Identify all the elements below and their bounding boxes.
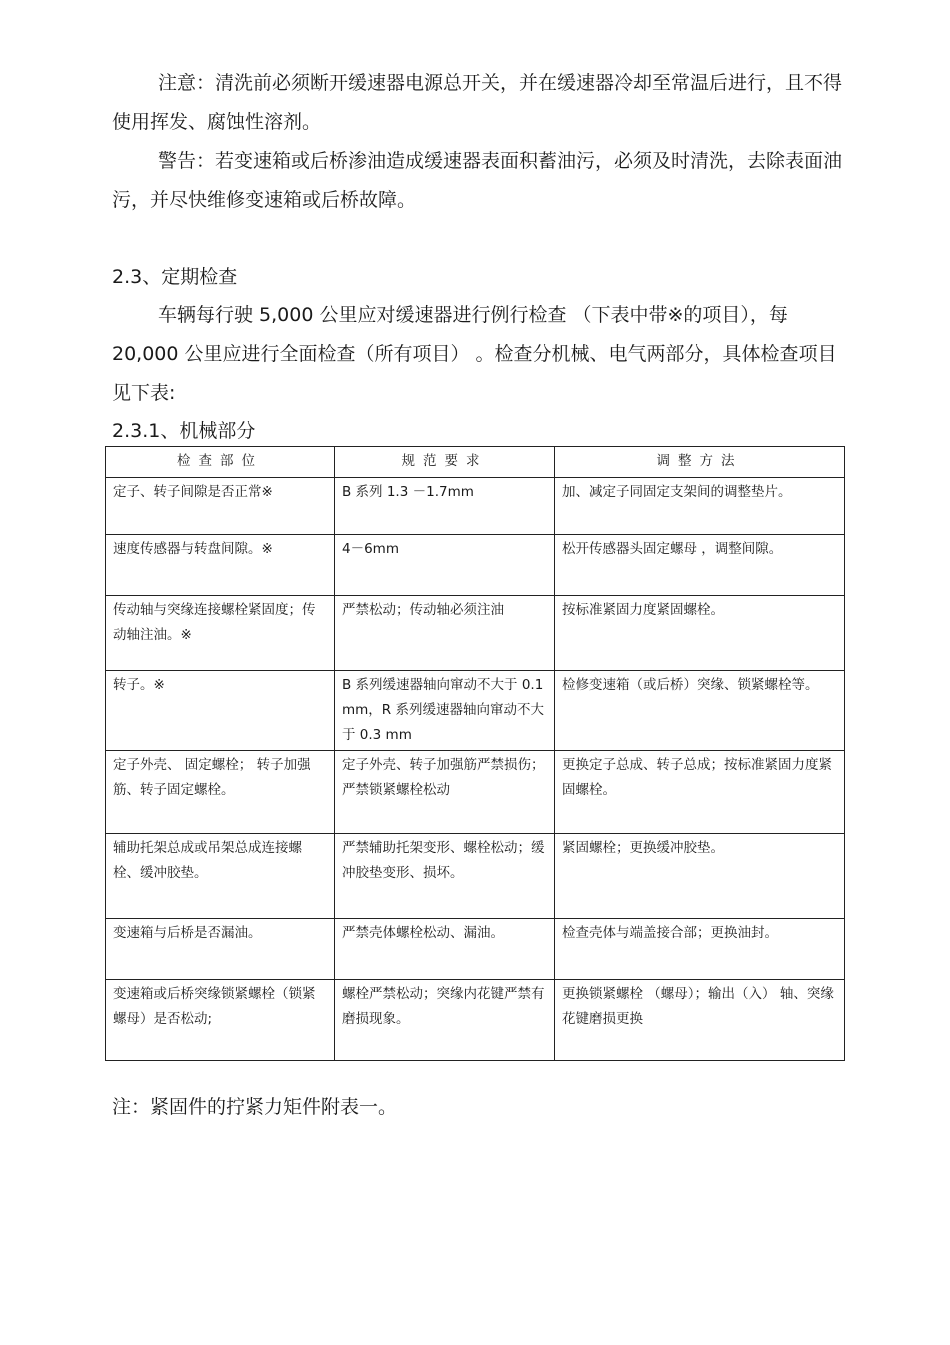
header-adjustment-method: 调整方法 [555, 447, 845, 478]
cell-method: 更换定子总成、转子总成；按标准紧固力度紧固螺栓。 [555, 751, 845, 834]
section-heading: 2.3、定期检查 [112, 266, 238, 288]
cell-part: 定子外壳、 固定螺栓； 转子加强筋、转子固定螺栓。 [106, 751, 335, 834]
table-row [106, 834, 845, 919]
table-row [106, 919, 845, 980]
cell-spec: B 系列缓速器轴向窜动不大于 0.1 mm，R 系列缓速器轴向窜动不大于 0.3 mm [335, 671, 555, 751]
table-row [106, 980, 845, 1061]
footnote: 注：紧固件的拧紧力矩件附表一。 [112, 1096, 398, 1118]
cell-spec: 严禁松动；传动轴必须注油 [335, 596, 555, 671]
cell-method: 更换锁紧螺栓 （螺母）；输出（入） 轴、突缘花键磨损更换 [555, 980, 845, 1061]
cell-method: 加、减定子同固定支架间的调整垫片。 [555, 478, 845, 535]
warning-paragraph [112, 142, 842, 220]
periodic-text: 车辆每行驶 5,000 公里应对缓速器进行例行检查 （下表中带※的项目），每 20,000 公里应进行全面检查（所有项目） 。检查分机械、电气两部分，具体检查项目见下表: [112, 304, 837, 404]
cell-part: 变速箱与后桥是否漏油。 [106, 919, 335, 980]
cell-method: 检查壳体与端盖接合部；更换油封。 [555, 919, 845, 980]
cell-part: 定子、转子间隙是否正常※ [106, 478, 335, 535]
cell-method: 松开传感器头固定螺母 ，调整间隙。 [555, 535, 845, 596]
note-text: 注意：清洗前必须断开缓速器电源总开关，并在缓速器冷却至常温后进行，且不得使用挥发、腐蚀性溶剂。 [112, 72, 843, 133]
cell-part: 速度传感器与转盘间隙。※ [106, 535, 335, 596]
table-row [106, 671, 845, 751]
cell-part: 辅助托架总成或吊架总成连接螺栓、缓冲胶垫。 [106, 834, 335, 919]
table-row [106, 596, 845, 671]
table-row [106, 535, 845, 596]
header-inspection-part: 检查部位 [106, 447, 335, 478]
mechanical-inspection-table [105, 446, 845, 1061]
table-header-row [106, 447, 845, 478]
cell-method: 检修变速箱（或后桥）突缘、锁紧螺栓等。 [555, 671, 845, 751]
cell-spec: 螺栓严禁松动；突缘内花键严禁有磨损现象。 [335, 980, 555, 1061]
cell-part: 传动轴与突缘连接螺栓紧固度；传动轴注油。※ [106, 596, 335, 671]
table-row [106, 751, 845, 834]
cell-method: 紧固螺栓；更换缓冲胶垫。 [555, 834, 845, 919]
cell-part: 变速箱或后桥突缘锁紧螺栓（锁紧螺母）是否松动; [106, 980, 335, 1061]
cell-part: 转子。※ [106, 671, 335, 751]
warning-text: 警告：若变速箱或后桥渗油造成缓速器表面积蓄油污，必须及时清洗，去除表面油污，并尽快维修变速箱或后桥故障。 [112, 150, 843, 211]
cell-spec: 严禁壳体螺栓松动、漏油。 [335, 919, 555, 980]
cell-spec: 4－6mm [335, 535, 555, 596]
cell-spec: B 系列 1.3 －1.7mm [335, 478, 555, 535]
cell-spec: 严禁辅助托架变形、螺栓松动；缓冲胶垫变形、损坏。 [335, 834, 555, 919]
subsection-heading: 2.3.1、机械部分 [112, 420, 256, 442]
note-paragraph [112, 64, 842, 142]
periodic-inspection-paragraph [112, 296, 842, 413]
cell-spec: 定子外壳、转子加强筋严禁损伤；严禁锁紧螺栓松动 [335, 751, 555, 834]
header-specification: 规范要求 [335, 447, 555, 478]
cell-method: 按标准紧固力度紧固螺栓。 [555, 596, 845, 671]
table-row [106, 478, 845, 535]
